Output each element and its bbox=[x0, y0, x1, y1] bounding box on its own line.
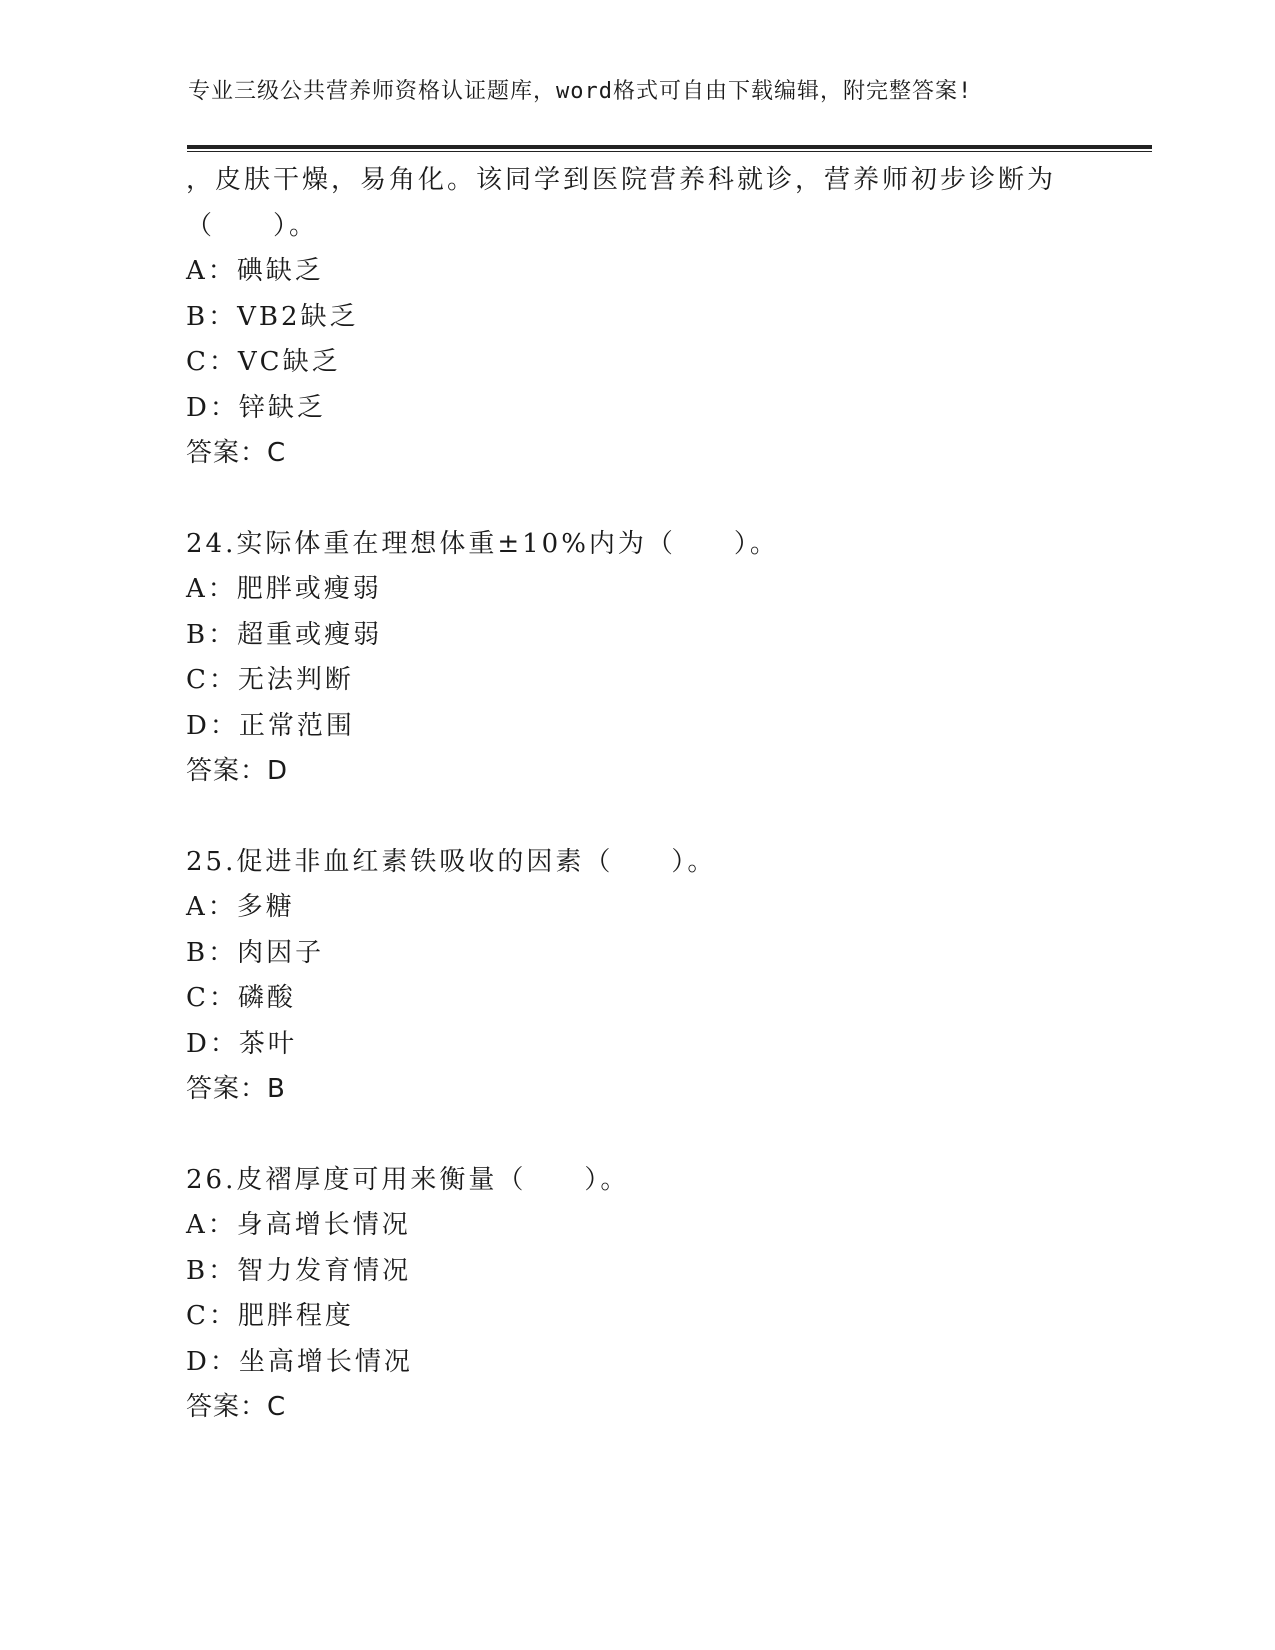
question-stem: 25.促进非血红素铁吸收的因素（ ）。 bbox=[186, 846, 717, 877]
option-a: A：身高增长情况 bbox=[186, 1210, 411, 1240]
option-c: C：无法判断 bbox=[186, 665, 354, 695]
question-stem: 26.皮褶厚度可用来衡量（ ）。 bbox=[186, 1164, 630, 1195]
option-c: C：磷酸 bbox=[186, 983, 296, 1013]
question-24 bbox=[186, 522, 1146, 795]
option-d: D：坐高增长情况 bbox=[186, 1346, 413, 1377]
spacer bbox=[186, 795, 1146, 840]
page-header: 专业三级公共营养师资格认证题库，word格式可自由下载编辑，附完整答案! bbox=[188, 79, 973, 104]
option-a: A：多糖 bbox=[186, 892, 295, 922]
option-b: B：智力发育情况 bbox=[186, 1255, 412, 1286]
option-b: B：肉因子 bbox=[186, 937, 325, 968]
option-d: D：茶叶 bbox=[186, 1028, 297, 1059]
question-26 bbox=[186, 1158, 1146, 1431]
question-25 bbox=[186, 840, 1146, 1113]
option-a: A：肥胖或瘦弱 bbox=[186, 574, 382, 604]
option-d: D：正常范围 bbox=[186, 710, 355, 741]
option-a: A：碘缺乏 bbox=[186, 256, 324, 286]
question-stem-line: ，皮肤干燥，易角化。该同学到医院营养科就诊，营养师初步诊断为 bbox=[186, 165, 1057, 195]
spacer bbox=[186, 1113, 1146, 1158]
header-rule-thin bbox=[187, 151, 1152, 152]
question-23-continued bbox=[186, 158, 1146, 477]
question-stem: 24.实际体重在理想体重±10%内为（ ）。 bbox=[186, 528, 779, 559]
option-c: C：VC缺乏 bbox=[186, 347, 341, 377]
option-b: B：VB2缺乏 bbox=[186, 301, 359, 332]
header-rule-thick bbox=[187, 145, 1152, 149]
answer-line: 答案：B bbox=[186, 1074, 286, 1104]
option-b: B：超重或瘦弱 bbox=[186, 619, 383, 650]
spacer bbox=[186, 477, 1146, 522]
answer-line: 答案：C bbox=[186, 438, 287, 468]
answer-line: 答案：C bbox=[186, 1392, 287, 1422]
question-content bbox=[186, 158, 1146, 1431]
option-c: C：肥胖程度 bbox=[186, 1301, 354, 1331]
answer-line: 答案：D bbox=[186, 756, 289, 786]
option-d: D：锌缺乏 bbox=[186, 392, 326, 423]
question-stem-line: （ ）。 bbox=[186, 210, 319, 241]
